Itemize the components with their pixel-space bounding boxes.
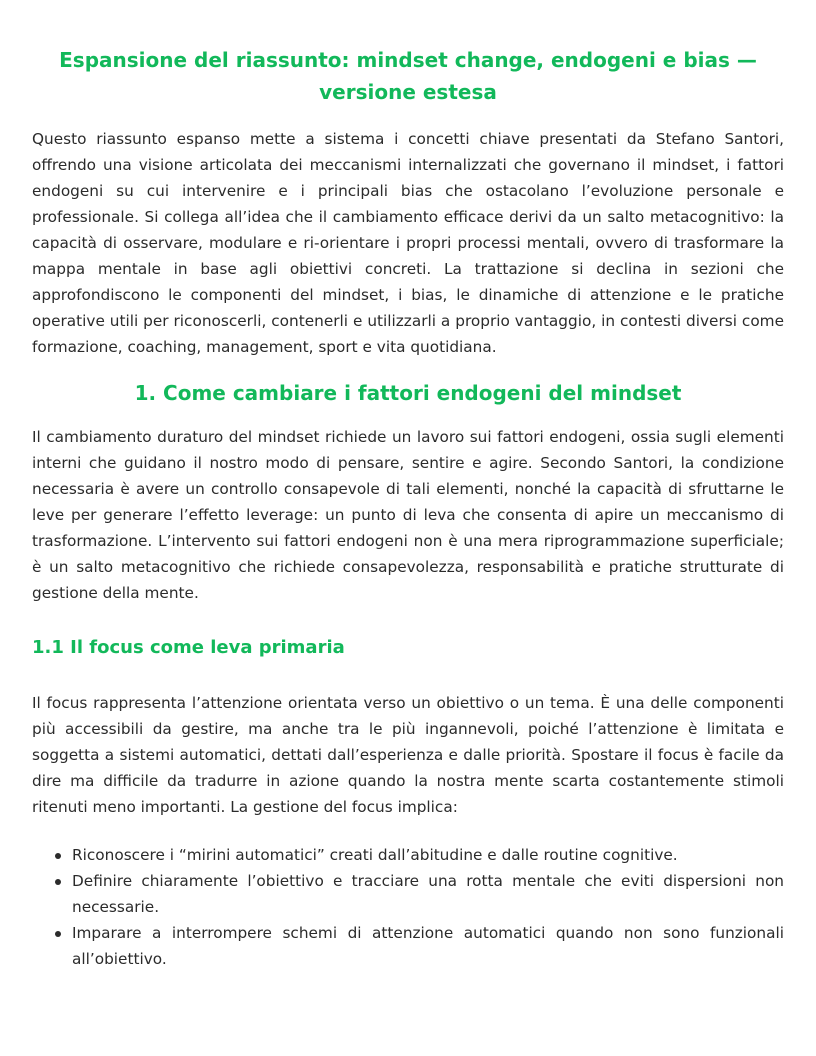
list-item: [72, 868, 784, 920]
section-1-paragraph: Il cambiamento duraturo del mindset richiede un lavoro sui fattori endogeni, ossia sugli elementi interni che guidano il nostro modo di pensare, sentire e agire. Secondo Santori, la condizione necessaria è avere un controllo consapevole di tali elementi, nonché la capacità di sfruttarne le leve per generare l’effetto leverage: un punto di leva che consenta di apire un meccanismo di trasformazione. L’intervento sui fattori endogeni non è una mera riprogrammazione superficiale; è un salto metacognitivo che richiede consapevolezza, responsabilità e pratiche strutturate di gestione della mente.: [32, 428, 784, 602]
document-title: [32, 44, 784, 108]
bullet-dot-icon: [55, 879, 61, 885]
bullet-dot-icon: [55, 853, 61, 859]
list-item: [72, 920, 784, 972]
document-title-line-2: versione estesa: [319, 80, 497, 104]
document-title-line-1: Espansione del riassunto: mindset change, endogeni e bias —: [59, 48, 757, 72]
section-1-heading: 1. Come cambiare i fattori endogeni del mindset: [134, 381, 682, 405]
section-1-1-heading: 1.1 Il focus come leva primaria: [32, 637, 345, 658]
intro-paragraph: Questo riassunto espanso mette a sistema i concetti chiave presentati da Stefano Santori, offrendo una visione articolata dei meccanismi internalizzati che governano il mindset, i fattori endogeni su cui intervenire e i principali bias che ostacolano l’evoluzione personale e professionale. Si collega all’idea che il cambiamento efficace derivi da un salto metacognitivo: la capacità di osservare, modulare e ri-orientare i propri processi mentali, ovvero di trasformare la mappa mentale in base agli obiettivi concreti. La trattazione si declina in sezioni che approfondiscono le componenti del mindset, i bias, le dinamiche di attenzione e le pratiche operative utili per riconoscerli, contenerli e utilizzarli a proprio vantaggio, in contesti diversi come formazione, coaching, management, sport e vita quotidiana.: [32, 130, 784, 356]
bullet-dot-icon: [55, 931, 61, 937]
section-1-1-paragraph: Il focus rappresenta l’attenzione orientata verso un obiettivo o un tema. È una delle componenti più accessibili da gestire, ma anche tra le più ingannevoli, poiché l’attenzione è limitata e soggetta a sistemi automatici, dettati dall’esperienza e dalle priorità. Spostare il focus è facile da dire ma difficile da tradurre in azione quando la nostra mente scarta costantemente stimoli ritenuti meno importanti. La gestione del focus implica:: [32, 694, 784, 816]
focus-bullet-list: [32, 842, 784, 972]
list-item-text: Riconoscere i “mirini automatici” creati dall’abitudine e dalle routine cognitive.: [72, 846, 678, 864]
list-item-text: Imparare a interrompere schemi di attenzione automatici quando non sono funzionali all’obiettivo.: [72, 924, 784, 968]
list-item: [72, 842, 784, 868]
list-item-text: Definire chiaramente l’obiettivo e tracciare una rotta mentale che eviti dispersioni non necessarie.: [72, 872, 784, 916]
